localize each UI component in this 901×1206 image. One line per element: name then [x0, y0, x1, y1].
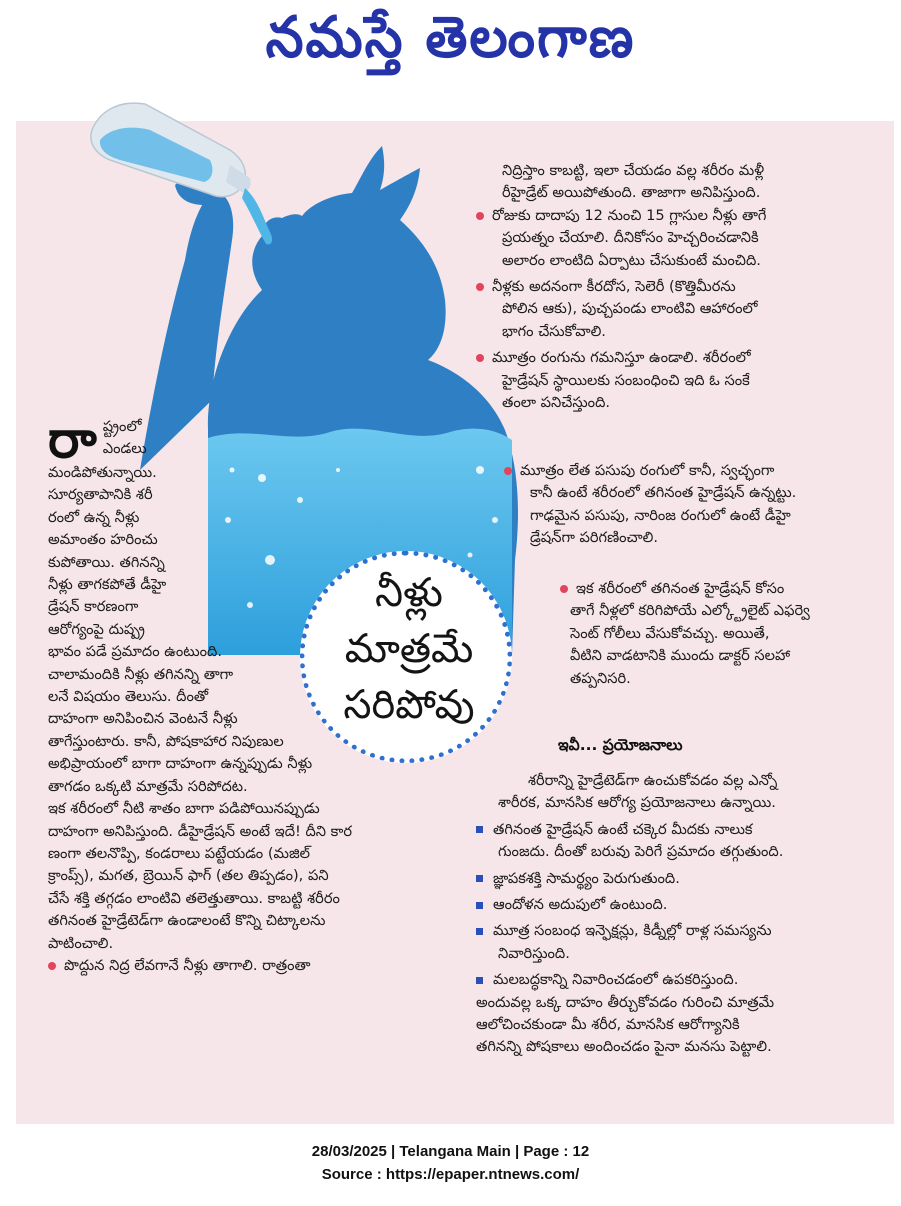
bullet-text: తప్పనిసరి. [570, 669, 631, 687]
right-bullet [504, 460, 879, 482]
benefit-text: మలబద్ధకాన్ని నివారించడంలో ఉపకరిస్తుంది. [493, 971, 739, 989]
left-line: చేసే శక్తి తగ్గడం లాంటివి తలెత్తుతాయి. కాబట్టి శరీరం [48, 889, 340, 907]
benefit-text: తగినంత హైడ్రేషన్ ఉంటే చక్కెర మీదకు నాలుక [493, 820, 753, 838]
left-line: రంలో ఉన్న నీళ్లు [48, 508, 140, 526]
bullet-dot-icon [476, 354, 484, 362]
benefit-item [476, 920, 881, 942]
left-column-body [48, 462, 448, 977]
bullet-text: మూత్రం లేత పసుపు రంగులో కానీ, స్వచ్ఛంగా [520, 462, 775, 479]
benefit-item [476, 894, 881, 916]
right-bullet [560, 578, 880, 600]
left-line: క్రాంప్స్), మగత, బ్రెయిన్ ఫాగ్ (తల తిప్పడం), పని [48, 867, 329, 885]
headline-line-1: నీళ్లు [375, 570, 443, 616]
bullet-dot-icon [476, 283, 484, 291]
benefit-text: జ్ఞాపకశక్తి సామర్థ్యం పెరుగుతుంది. [493, 869, 680, 887]
left-line: లనే విషయం తెలుసు. దీంతో [48, 688, 209, 706]
bullet-dot-icon [48, 962, 56, 970]
bullet-text: తాగే నీళ్లలో కరిగిపోయే ఎల్క్ట్రోలైట్ ఎఫర్వె [570, 602, 810, 620]
left-line: పాటించాలి. [48, 934, 114, 952]
headline-line-3: సరిపోవు [343, 682, 475, 728]
bullet-text: డ్రేషన్‌గా పరిగణించాలి. [530, 529, 658, 547]
left-line: డ్రేషన్ కారణంగా [48, 598, 139, 616]
left-line: తాగేస్తుంటారు. కానీ, పోషకాహార నిపుణుల [48, 732, 284, 750]
square-bullet-icon [476, 902, 483, 909]
right-line: రీహైడ్రేట్ అయిపోతుంది. తాజాగా అనిపిస్తుంది. [502, 184, 761, 202]
left-line: చాలామందికి నీళ్లు తగినన్ని తాగా [48, 665, 234, 683]
square-bullet-icon [476, 875, 483, 882]
bullet-text: గాఢమైన పసుపు, నారింజ రంగులో ఉంటే డీహై [530, 506, 791, 524]
closing-text: ఆలోచించకుండా మీ శరీర, మానసిక ఆరోగ్యానికి [476, 1016, 740, 1034]
benefits-section [476, 770, 881, 1059]
bullet-text: హైడ్రేషన్ స్థాయిలకు సంబంధించి ఇది ఓ సంకే [502, 371, 750, 389]
water-bottle [91, 103, 251, 197]
left-line: ఆరోగ్యంపై దుష్ప్ర [48, 620, 145, 638]
right-bullet [476, 205, 876, 227]
bullet-text: సెంట్ గోలీలు వేసుకోవచ్చు. అయితే, [570, 624, 770, 642]
bullet-text: కానీ ఉంటే శరీరంలో తగినంత హైడ్రేషన్ ఉన్నట్టు. [530, 484, 797, 502]
bullet-text: మూత్రం రంగును గమనిస్తూ ఉండాలి. శరీరంలో [492, 349, 751, 367]
benefit-text: నివారిస్తుంది. [498, 944, 570, 962]
benefits-subhead: ఇవీ... ప్రయోజనాలు [558, 736, 683, 754]
intro-word-1: ష్ట్రంలో [102, 418, 142, 435]
left-line: తాగడం ఒక్కటి మాత్రమే సరిపోదట. [48, 777, 248, 795]
left-line: నీళ్లు తాగకపోతే డీహై [48, 576, 167, 594]
bullet-text: అలారం లాంటిది ఏర్పాటు చేసుకుంటే మంచిది. [502, 251, 761, 269]
benefit-text: మూత్ర సంబంధ ఇన్ఫెక్షన్లు, కిడ్నీల్లో రాళ్ల సమస్యను [493, 922, 772, 940]
bullet-text: వీటిని వాడటానికి ముందు డాక్టర్ సలహా [570, 647, 791, 665]
right-column-top [476, 160, 876, 414]
benefits-intro: శరీరాన్ని హైడ్రేటెడ్‌గా ఉంచుకోవడం వల్ల ఎన్నో [528, 772, 778, 789]
bullet-text: ప్రయత్నం చేయాలి. దీనికోసం హెచ్చరించడానికి [502, 229, 759, 247]
left-line: భావం పడే ప్రమాదం ఉంటుంది. [48, 643, 222, 661]
left-line: అమాంతం హరించు [48, 531, 158, 549]
benefit-item [476, 969, 881, 991]
footer-source: Source : https://epaper.ntnews.com/ [321, 1166, 580, 1183]
intro-word-2: ఎండలు [102, 440, 147, 458]
headline-line-2: మాత్రమే [344, 626, 474, 672]
footer-dateline: 28/03/2025 | Telangana Main | Page : 12 [311, 1143, 590, 1160]
square-bullet-icon [476, 977, 483, 984]
left-line: మండిపోతున్నాయి. [48, 464, 157, 481]
bullet-dot-icon [476, 212, 484, 220]
closing-text: తగినన్ని పోషకాలు అందించడం పైనా మనసు పెట్టాలి. [476, 1038, 772, 1056]
square-bullet-icon [476, 928, 483, 935]
bullet-text: నీళ్లకు అదనంగా కీరదోస, సెలెరీ (కొత్తిమీరను [492, 278, 736, 296]
dropcap: రా [48, 409, 97, 470]
benefits-intro: శారీరక, మానసిక ఆరోగ్య ప్రయోజనాలు ఉన్నాయి. [498, 794, 776, 812]
bullet-text: తంలా పనిచేస్తుంది. [502, 394, 611, 412]
benefit-item [476, 819, 881, 841]
square-bullet-icon [476, 826, 483, 833]
left-line: సూర్యతాపానికి శరీ [48, 486, 153, 504]
closing-text: అందువల్ల ఒక్క దాహం తీర్చుకోవడం గురించి మాత్రమే [476, 993, 775, 1011]
left-line: కుపోతాయి. తగినన్ని [48, 553, 165, 571]
right-bullet [476, 347, 876, 369]
benefit-text: గుంజదు. దీంతో బరువు పెరిగే ప్రమాదం తగ్గుతుంది. [498, 843, 784, 861]
bullet-dot-icon [504, 467, 512, 475]
left-bullet-text: పొద్దున నిద్ర లేవగానే నీళ్లు తాగాలి. రాత్రంతా [64, 956, 311, 974]
masthead-title: నమస్తే తెలంగాణ [265, 4, 636, 71]
right-column-mid [504, 460, 879, 550]
left-line: తగినంత హైడ్రేటెడ్‌గా ఉండాలంటే కొన్ని చిట్కాలను [48, 912, 326, 930]
bullet-text: పోలిన ఆకు), పుచ్చపండు లాంటివి ఆహారంలో [502, 300, 758, 318]
left-line: అభిప్రాయంలో బాగా దాహంగా ఉన్నప్పుడు నీళ్లు [48, 755, 313, 773]
bullet-dot-icon [560, 585, 568, 593]
benefit-text: ఆందోళన అదుపులో ఉంటుంది. [493, 896, 668, 914]
left-line: దాహంగా అనిపిస్తుంది. డీహైడ్రేషన్ అంటే ఇదే! దీని కార [48, 822, 352, 840]
left-line: దాహంగా అనిపించిన వెంటనే నీళ్లు [48, 710, 238, 728]
water-stream [242, 188, 272, 244]
benefit-item [476, 868, 881, 890]
left-column-intro [48, 409, 198, 470]
left-line: ఇక శరీరంలో నీటి శాతం బాగా పడిపోయినప్పుడు [48, 800, 320, 818]
right-bullet [476, 276, 876, 298]
left-line: ణంగా తలనొప్పి, కండరాలు పట్టేయడం (మజిల్ [48, 844, 310, 862]
right-column-lower [560, 578, 880, 690]
bullet-text: ఇక శరీరంలో తగినంత హైడ్రేషన్ కోసం [576, 580, 785, 597]
left-bullet [48, 955, 448, 977]
bullet-text: భాగం చేసుకోవాలి. [502, 322, 606, 340]
right-line: నిద్రిస్తాం కాబట్టి, ఇలా చేయడం వల్ల శరీరం మళ్లీ [502, 162, 765, 179]
bullet-text: రోజుకు దాదాపు 12 నుంచి 15 గ్లాసుల నీళ్లు తాగే [492, 206, 767, 224]
